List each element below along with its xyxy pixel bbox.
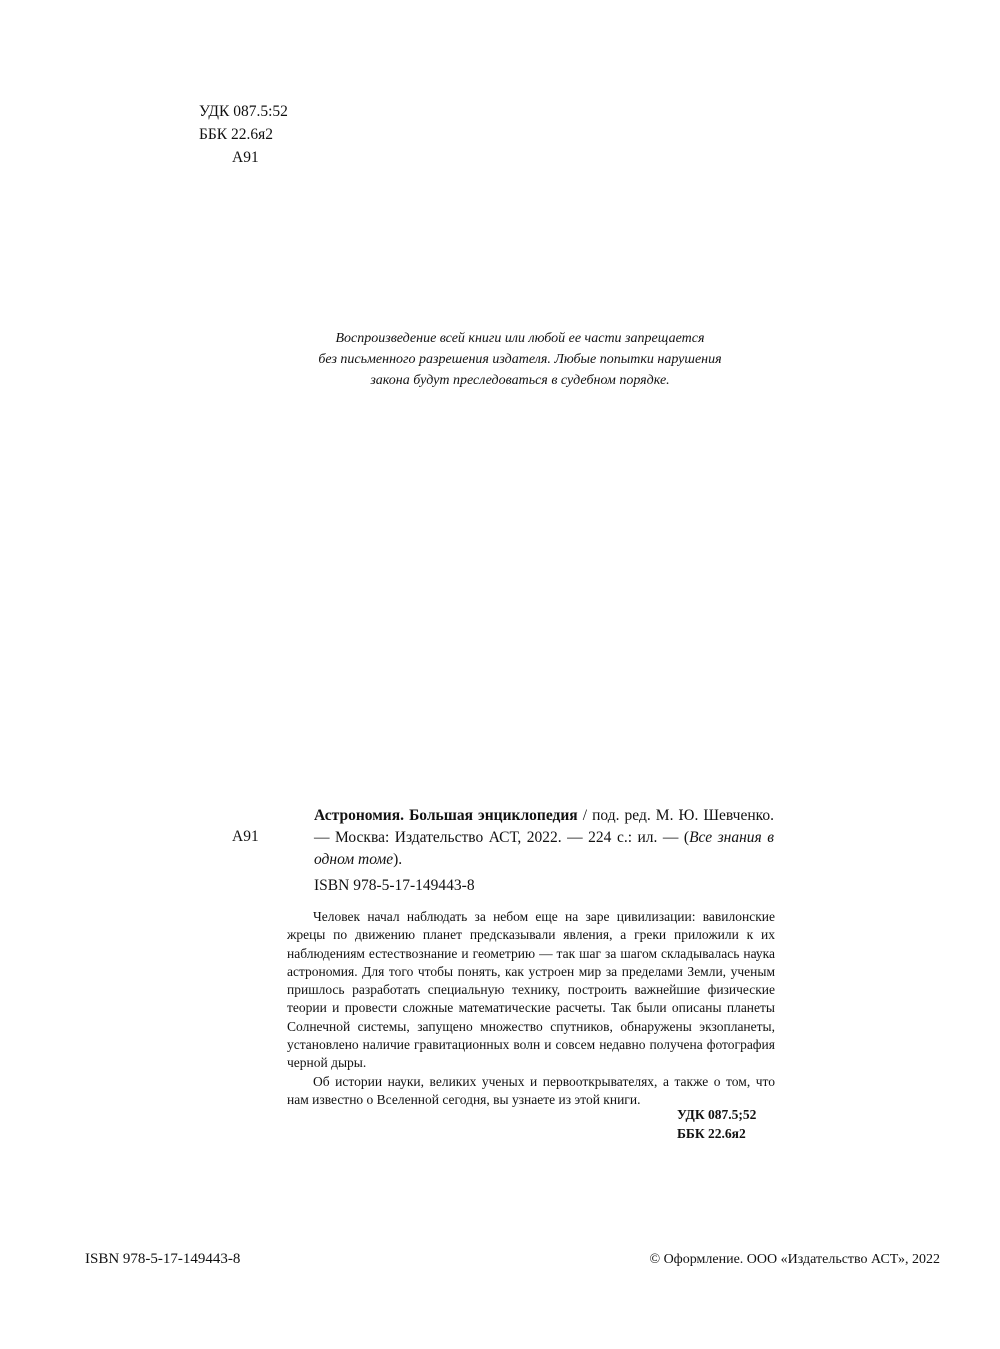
classification-codes-top xyxy=(199,100,288,169)
author-sign: А91 xyxy=(232,149,259,166)
biblio-author-sign: А91 xyxy=(232,828,259,845)
udk-code-bottom: УДК 087.5;52 xyxy=(677,1107,757,1122)
udk-code: УДК 087.5:52 xyxy=(199,103,288,120)
bibliographic-record xyxy=(314,805,774,871)
notice-line-3: закона будут преследоваться в судебном порядке. xyxy=(370,373,670,388)
book-abstract xyxy=(287,908,775,1109)
copyright-notice xyxy=(250,328,790,391)
notice-line-1: Воспроизведение всей книги или любой ее части запрещается xyxy=(335,331,705,346)
description-closing: ). xyxy=(393,851,403,868)
bbk-code-bottom: ББК 22.6я2 xyxy=(677,1126,746,1141)
abstract-paragraph-1: Человек начал наблюдать за небом еще на заре цивилизации: вавилонские жрецы по движению планет предсказывали явления, а греки приложили к их наблюдениям естествознание и геометрию — так шаг за шагом складывалась наука астрономия. Для того чтобы понять, как устроен мир за пределами Земли, ученым пришлось разработать специальную технику, построить важнейшие физические теории и провести сложные математические расчеты. Так были описаны планеты Солнечной системы, запущено множество спутников, обнаружены экзопланеты, установлено наличие гравитационных волн и совсем недавно получена фотография черной дыры. xyxy=(287,909,775,1071)
isbn-record: ISBN 978-5-17-149443-8 xyxy=(314,877,475,894)
footer-isbn: ISBN 978-5-17-149443-8 xyxy=(85,1251,241,1267)
book-title: Астрономия. Большая энциклопедия xyxy=(314,807,578,824)
bbk-code: ББК 22.6я2 xyxy=(199,126,274,143)
footer-copyright: © Оформление. ООО «Издательство АСТ», 2022 xyxy=(649,1252,940,1267)
notice-line-2: без письменного разрешения издателя. Любые попытки нарушения xyxy=(318,352,722,367)
book-series: Все знания в одном томе xyxy=(314,829,774,868)
abstract-paragraph-2: Об истории науки, великих ученых и первооткрывателях, а также о том, что нам известно о Вселенной сегодня, вы узнаете из этой книги. xyxy=(287,1073,775,1107)
classification-codes-bottom xyxy=(677,1105,756,1143)
book-description: / под. ред. М. Ю. Шевченко. — Москва: Издательство АСТ, 2022. — 224 с.: ил. — ( xyxy=(314,807,774,846)
